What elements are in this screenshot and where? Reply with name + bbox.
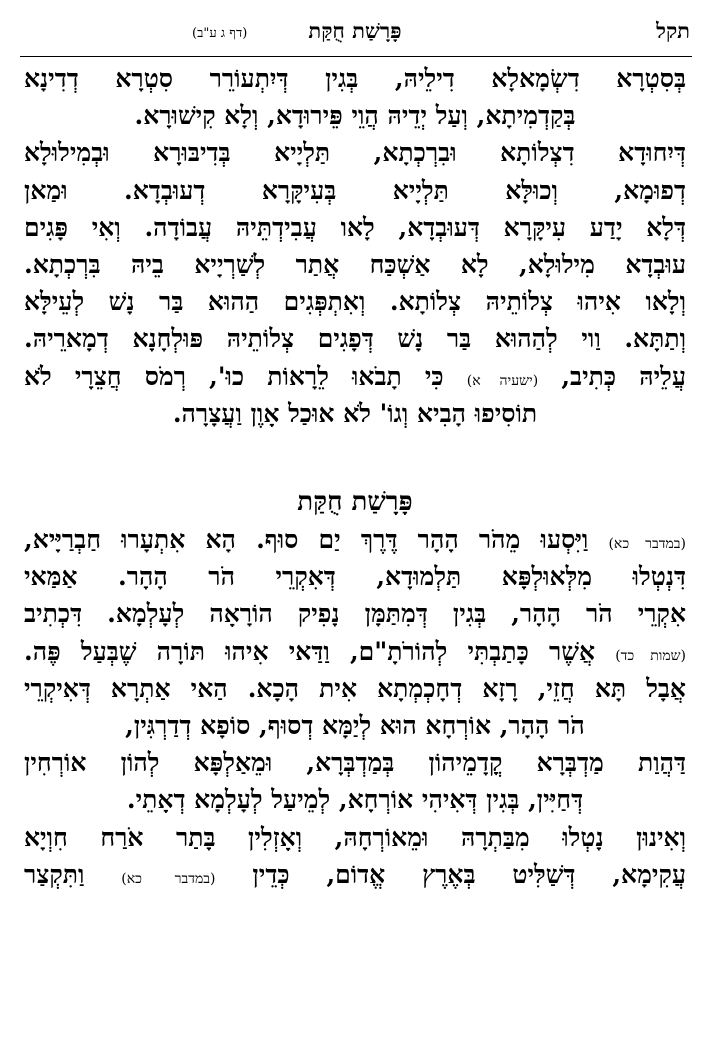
text-span: וַתִּקְצַר [24, 859, 85, 889]
text-line: הֹר הָהָר, אוֹרְחָא הוּא לְיַמָּא דְסוּף, סוֹפָא דְדַרְגִּין, [125, 711, 585, 740]
text-line: וְלָאו אִיהוּ צְלוֹתֵיהּ צְלוֹתָא. וְאִתְפְּגִים הַהוּא בַּר נָשׁ לְעֵילָּא [24, 287, 686, 317]
text-line: דְּלָא יָדַע עִיקָּרָא דְּעוּבְדָא, לָאו עֲבִידְתֵּיהּ עֲבוֹדָה. וְאִי פָּגִים [24, 212, 686, 242]
verse-reference: (במדבר כא) [121, 870, 216, 887]
text-line: אִקְרֵי הֹר הָהָר, בְּגִין דְּמִתַּמָּן נָפִיק הוֹרָאָה לְעָלְמָא. דִּכְתִיב [24, 599, 686, 629]
verse-reference: (ישעיה א) [466, 372, 539, 389]
text-span: וַיִּסְעוּ מֵהֹר הָהָר דֶּרֶךְ יַם סוּף. הָא אִתְעָרוּ חַבְרַיָּיא, [24, 525, 589, 555]
text-span: עֲקִימָא, דְּשַׁלִּיט בְּאֶרֶץ אֱדוֹם, כְּדֵין [252, 859, 686, 889]
text-span: אֲשֶׁר כָּתַבְתִּי לְהוֹרֹתָ"ם, וַדַּאי אִיהוּ תּוֹרָה שֶׁבְּעַל פֶּה. [24, 636, 596, 666]
text-line: תוֹסִיפוּ הָבִיא וְגוֹ' לֹא אוּכַל אָוֶן וַעֲצָרָה. [172, 398, 538, 428]
running-header [20, 14, 690, 44]
folio-reference: (דף ג ע"ב) [192, 26, 248, 41]
text-line: דְּיִחוּדָא דִצְלוֹתָא וּבִרְכְתָא, תַּלְיָיא בְּדִיבּוּרָא וּבְמִילוּלָא [24, 138, 686, 168]
section-title: פָּרָשַׁת חֻקַּת [297, 486, 413, 517]
text-line [24, 856, 686, 893]
header-rule [20, 56, 692, 57]
text-line [24, 358, 686, 395]
text-line: דַּהֲוַת מַדְבְּרָא קֳדָמֵיהוֹן בְּמַדְבְּרָא, וּמֵאַלְפָּא לְהוֹן אוֹרְחִין [24, 748, 686, 778]
verse-reference: (במדבר כא) [608, 536, 686, 553]
text-line: בְּסִטְרָא דִשְׂמָאלָא דִילֵיהּ, בְּגִין דְּיִתְעוֹרֵר סִטְרָא דְדִינָא [24, 64, 686, 93]
text-span: כִּי תָבֹאוּ לֵרָאוֹת כוּ', רְמֹס חֲצֵרָי לֹא [24, 361, 444, 391]
verse-reference: (שמות כד) [615, 647, 686, 664]
text-line: בְּקַדְמִיתָא, וְעַל יְדֵיהּ הֲוֵי פֵּירוּדָא, וְלָא קִישׁוּרָא. [134, 101, 576, 131]
header-parsha-title: פָּרָשַׁת חֻקַּת [308, 18, 402, 43]
text-line: עוּבְדָא מִילוּלָא, לָא אַשְׁכַּח אֲתַר לְשַׁרְיָיא בֵיהּ בִּרְכְתָא. [24, 249, 686, 279]
text-line: דְפוּמָא, וְכוּלָּא תַּלְיָיא בְּעִיקָּרָא דְעוּבְדָא. וּמַאן [24, 175, 686, 205]
text-line: אֲבָל תָּא חֲזֵי, רָזָא דְחָכְמְתָא אִית הָכָא. הַאי אַתְרָא דְּאִיקְרֵי [24, 673, 686, 703]
page-number: תקל [656, 18, 690, 43]
text-line [24, 633, 686, 670]
section-gap [24, 432, 686, 484]
text-line [24, 521, 686, 558]
text-line: דִּנְטְלוּ מִלְּאוּלְפָּא תַּלְמוּדָא, דְּאִקְרֵי הֹר הָהָר. אַמַּאי [24, 562, 686, 592]
text-span: עֲלֵיהּ כְּתִיב, [561, 361, 686, 391]
text-line: דְּחַיִּין, בְּגִין דְּאִיהִי אוֹרְחָא, לְמֵיעַל לְעָלְמָא דְאָתֵי. [126, 785, 584, 815]
main-text [24, 60, 686, 893]
text-line: וְאִינוּן נָטְלוּ מִבַּתְרָהּ וּמֵאוֹרְחָהּ, וְאָזְלִין בָּתַר אֹרַח חִוְיָא [24, 822, 686, 852]
text-line: וְתַתָּא. וַוי לְהַהוּא בַּר נָשׁ דְּפָגִים צְלוֹתֵיהּ פּוּלְחָנָא דְמָארֵיהּ. [24, 324, 686, 354]
